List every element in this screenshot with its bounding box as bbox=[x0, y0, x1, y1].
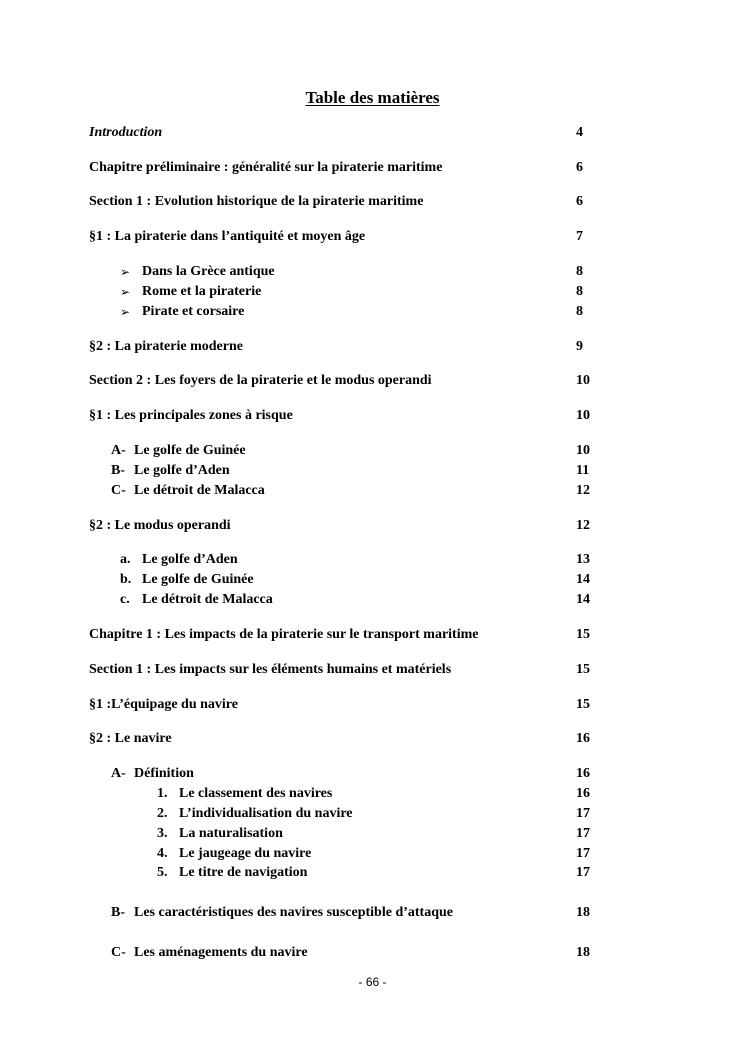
toc-entry-page: 17 bbox=[576, 846, 590, 861]
toc-entry-p2-modus bbox=[0, 516, 745, 536]
toc-entry-page: 11 bbox=[576, 463, 590, 478]
toc-entry-def-5 bbox=[0, 863, 745, 883]
toc-entry-label: Les caractéristiques des navires susceptible d’attaque bbox=[134, 905, 453, 920]
toc-entry-page: 16 bbox=[576, 731, 590, 746]
toc-entry-marker: 2. bbox=[157, 806, 168, 821]
toc-entry-page: 13 bbox=[576, 552, 590, 567]
toc-entry-section1-impacts bbox=[0, 660, 745, 680]
toc-entry-marker: B- bbox=[111, 905, 125, 920]
toc-entry-def-1 bbox=[0, 784, 745, 804]
toc-entry-marker: 1. bbox=[157, 786, 168, 801]
toc-entry-zone-c bbox=[0, 481, 745, 501]
toc-entry-def-3 bbox=[0, 824, 745, 844]
toc-entry-page: 16 bbox=[576, 786, 590, 801]
toc-entry-label: §1 : La piraterie dans l’antiquité et moyen âge bbox=[89, 229, 366, 244]
toc-entry-zone-b bbox=[0, 461, 745, 481]
toc-entry-label: Le golfe d’Aden bbox=[142, 552, 238, 567]
toc-entry-def-4 bbox=[0, 844, 745, 864]
toc-entry-modus-b bbox=[0, 570, 745, 590]
toc-entry-label: §1 : Les principales zones à risque bbox=[89, 408, 293, 423]
toc-entry-chapitre1 bbox=[0, 625, 745, 645]
toc-entry-page: 6 bbox=[576, 194, 583, 209]
toc-entry-page: 15 bbox=[576, 662, 590, 677]
toc-entry-marker: C- bbox=[111, 483, 126, 498]
toc-entry-page: 15 bbox=[576, 627, 590, 642]
toc-entry-marker: C- bbox=[111, 945, 126, 960]
toc-entry-marker: B- bbox=[111, 463, 125, 478]
toc-entry-page: 14 bbox=[576, 572, 590, 587]
toc-entry-label: Pirate et corsaire bbox=[142, 304, 245, 319]
toc-entry-marker: a. bbox=[120, 552, 131, 567]
toc-entry-page: 12 bbox=[576, 483, 590, 498]
toc-entry-marker: A- bbox=[111, 766, 126, 781]
toc-entry-page: 12 bbox=[576, 518, 590, 533]
toc-entry-page: 18 bbox=[576, 905, 590, 920]
toc-entry-chapitre-preliminaire bbox=[0, 158, 745, 178]
toc-entry-grece bbox=[0, 262, 745, 282]
toc-entry-page: 10 bbox=[576, 373, 590, 388]
toc-entry-label: Chapitre préliminaire : généralité sur la piraterie maritime bbox=[89, 160, 443, 175]
arrow-bullet-icon: ➢ bbox=[120, 285, 131, 299]
toc-entry-label: Les aménagements du navire bbox=[134, 945, 308, 960]
toc-entry-label: Section 1 : Les impacts sur les éléments humains et matériels bbox=[89, 662, 452, 677]
toc-entry-page: 14 bbox=[576, 592, 590, 607]
toc-entry-pirate-corsaire bbox=[0, 302, 745, 322]
toc-entry-page: 9 bbox=[576, 339, 583, 354]
toc-entry-label: La naturalisation bbox=[179, 826, 283, 841]
toc-entry-navire-a bbox=[0, 764, 745, 784]
toc-entry-label: Le golfe d’Aden bbox=[134, 463, 230, 478]
toc-entry-page: 16 bbox=[576, 766, 590, 781]
toc-entry-label: Chapitre 1 : Les impacts de la piraterie sur le transport maritime bbox=[89, 627, 479, 642]
toc-entry-label: §2 : La piraterie moderne bbox=[89, 339, 243, 354]
toc-entry-navire-c bbox=[0, 943, 745, 963]
toc-entry-p2-moderne bbox=[0, 337, 745, 357]
toc-entry-rome bbox=[0, 282, 745, 302]
toc-entry-marker: 4. bbox=[157, 846, 168, 861]
toc-entry-def-2 bbox=[0, 804, 745, 824]
toc-entry-label: Le titre de navigation bbox=[179, 865, 308, 880]
toc-entry-page: 10 bbox=[576, 443, 590, 458]
toc-entry-label: Section 1 : Evolution historique de la piraterie maritime bbox=[89, 194, 424, 209]
toc-entry-page: 6 bbox=[576, 160, 583, 175]
toc-entry-marker: 3. bbox=[157, 826, 168, 841]
toc-entry-page: 8 bbox=[576, 264, 583, 279]
toc-entry-label: Le golfe de Guinée bbox=[142, 572, 254, 587]
toc-entry-p1-zones bbox=[0, 406, 745, 426]
toc-entry-label: Dans la Grèce antique bbox=[142, 264, 275, 279]
toc-entry-page: 10 bbox=[576, 408, 590, 423]
toc-entry-page: 17 bbox=[576, 865, 590, 880]
toc-entry-label: Le détroit de Malacca bbox=[134, 483, 265, 498]
toc-entry-navire-b bbox=[0, 903, 745, 923]
toc-entry-section1-evolution bbox=[0, 192, 745, 212]
toc-title: Table des matières bbox=[305, 88, 440, 107]
toc-entry-label: Le classement des navires bbox=[179, 786, 333, 801]
toc-entry-label: Rome et la piraterie bbox=[142, 284, 262, 299]
toc-entry-label: §2 : Le modus operandi bbox=[89, 518, 231, 533]
toc-entry-label: Le détroit de Malacca bbox=[142, 592, 273, 607]
toc-entry-label: §2 : Le navire bbox=[89, 731, 172, 746]
toc-entry-section2-foyers bbox=[0, 371, 745, 391]
arrow-bullet-icon: ➢ bbox=[120, 305, 131, 319]
toc-entry-zone-a bbox=[0, 441, 745, 461]
page-number: - 66 - bbox=[358, 975, 387, 989]
toc-entry-label: Définition bbox=[134, 766, 194, 781]
toc-entry-page: 17 bbox=[576, 806, 590, 821]
toc-entry-label: L’individualisation du navire bbox=[179, 806, 353, 821]
toc-entry-marker: b. bbox=[120, 572, 132, 587]
toc-entry-p1-equipage bbox=[0, 695, 745, 715]
toc-entry-label: Introduction bbox=[89, 125, 163, 140]
toc-entry-label: Le jaugeage du navire bbox=[179, 846, 312, 861]
toc-entry-page: 4 bbox=[576, 125, 583, 140]
toc-entry-marker: c. bbox=[120, 592, 130, 607]
toc-entry-p1-antiquite bbox=[0, 227, 745, 247]
toc-entry-page: 8 bbox=[576, 304, 583, 319]
toc-entry-introduction bbox=[0, 123, 745, 143]
toc-entry-page: 17 bbox=[576, 826, 590, 841]
arrow-bullet-icon: ➢ bbox=[120, 265, 131, 279]
toc-entry-page: 7 bbox=[576, 229, 583, 244]
toc-entry-modus-c bbox=[0, 590, 745, 610]
toc-entry-page: 18 bbox=[576, 945, 590, 960]
toc-entry-marker: 5. bbox=[157, 865, 168, 880]
toc-entry-page: 8 bbox=[576, 284, 583, 299]
toc-entry-marker: A- bbox=[111, 443, 126, 458]
toc-entry-label: Section 2 : Les foyers de la piraterie et le modus operandi bbox=[89, 373, 432, 388]
toc-entry-modus-a bbox=[0, 550, 745, 570]
toc-entry-label: §1 :L’équipage du navire bbox=[89, 697, 238, 712]
toc-entry-p2-navire bbox=[0, 729, 745, 749]
toc-entry-page: 15 bbox=[576, 697, 590, 712]
toc-entry-label: Le golfe de Guinée bbox=[134, 443, 246, 458]
